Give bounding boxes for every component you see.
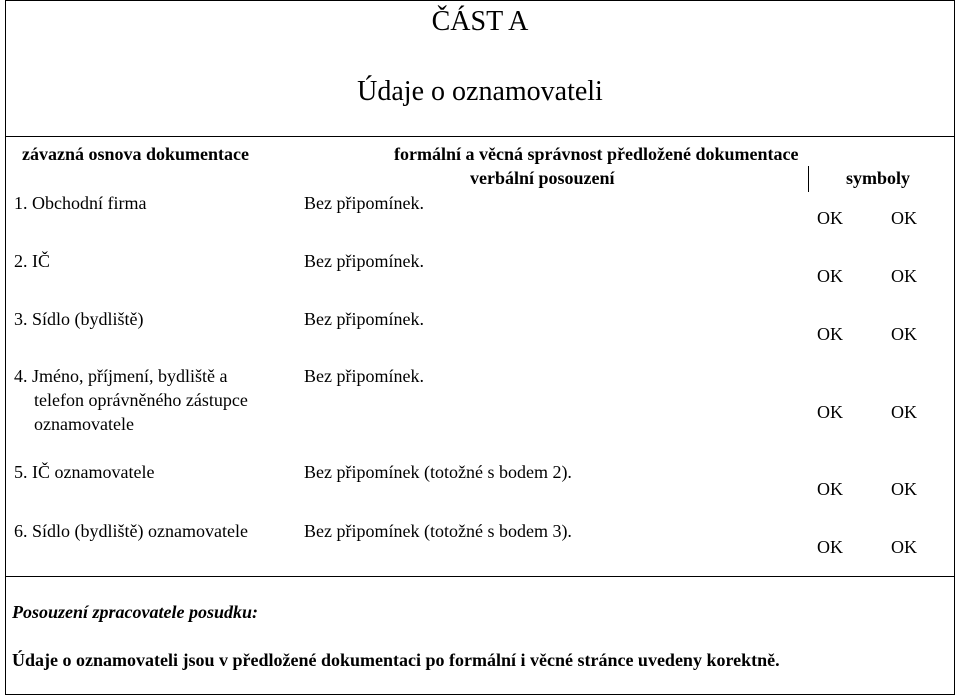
assessment-rule bbox=[5, 576, 955, 577]
row-label: 1. Obchodní firma bbox=[14, 193, 147, 213]
row-label: 5. IČ oznamovatele bbox=[14, 462, 155, 482]
page-title: Údaje o oznamovateli bbox=[357, 76, 603, 107]
part-title: ČÁST A bbox=[431, 6, 529, 37]
row-label-line-2: telefon oprávněného zástupce bbox=[34, 390, 248, 410]
row-comment: Bez připomínek (totožné s bodem 3). bbox=[304, 521, 572, 541]
row-label-line-1: 4. Jméno, příjmení, bydliště a bbox=[14, 366, 228, 386]
row-symbol-2: OK bbox=[891, 266, 917, 286]
row-comment: Bez připomínek. bbox=[304, 309, 424, 329]
row-label: 3. Sídlo (bydliště) bbox=[14, 309, 144, 329]
symbols-divider bbox=[808, 166, 809, 192]
row-symbol-1: OK bbox=[817, 402, 843, 422]
row-symbol-2: OK bbox=[891, 537, 917, 557]
row-comment: Bez připomínek. bbox=[304, 193, 424, 213]
row-label: 2. IČ bbox=[14, 251, 50, 271]
row-symbol-1: OK bbox=[817, 324, 843, 344]
subheader-symbols: symboly bbox=[846, 168, 911, 188]
header-rule bbox=[5, 136, 955, 137]
row-comment: Bez připomínek. bbox=[304, 366, 424, 386]
row-symbol-1: OK bbox=[817, 537, 843, 557]
row-symbol-2: OK bbox=[891, 324, 917, 344]
column-header-correctness: formální a věcná správnost předložené dokumentace bbox=[394, 144, 799, 164]
row-symbol-2: OK bbox=[891, 479, 917, 499]
row-symbol-2: OK bbox=[891, 208, 917, 228]
row-label: 6. Sídlo (bydliště) oznamovatele bbox=[14, 521, 248, 541]
row-comment: Bez připomínek (totožné s bodem 2). bbox=[304, 462, 572, 482]
column-header-outline: závazná osnova dokumentace bbox=[22, 144, 250, 164]
row-label-line-3: oznamovatele bbox=[34, 414, 134, 434]
row-comment: Bez připomínek. bbox=[304, 251, 424, 271]
subheader-verbal: verbální posouzení bbox=[470, 168, 615, 188]
row-symbol-1: OK bbox=[817, 479, 843, 499]
row-symbol-1: OK bbox=[817, 266, 843, 286]
assessment-heading: Posouzení zpracovatele posudku: bbox=[12, 602, 259, 622]
row-symbol-2: OK bbox=[891, 402, 917, 422]
assessment-conclusion: Údaje o oznamovateli jsou v předložené dokumentaci po formální i věcné stránce uvedeny korektně. bbox=[12, 650, 780, 670]
row-symbol-1: OK bbox=[817, 208, 843, 228]
top-rule bbox=[5, 0, 955, 1]
